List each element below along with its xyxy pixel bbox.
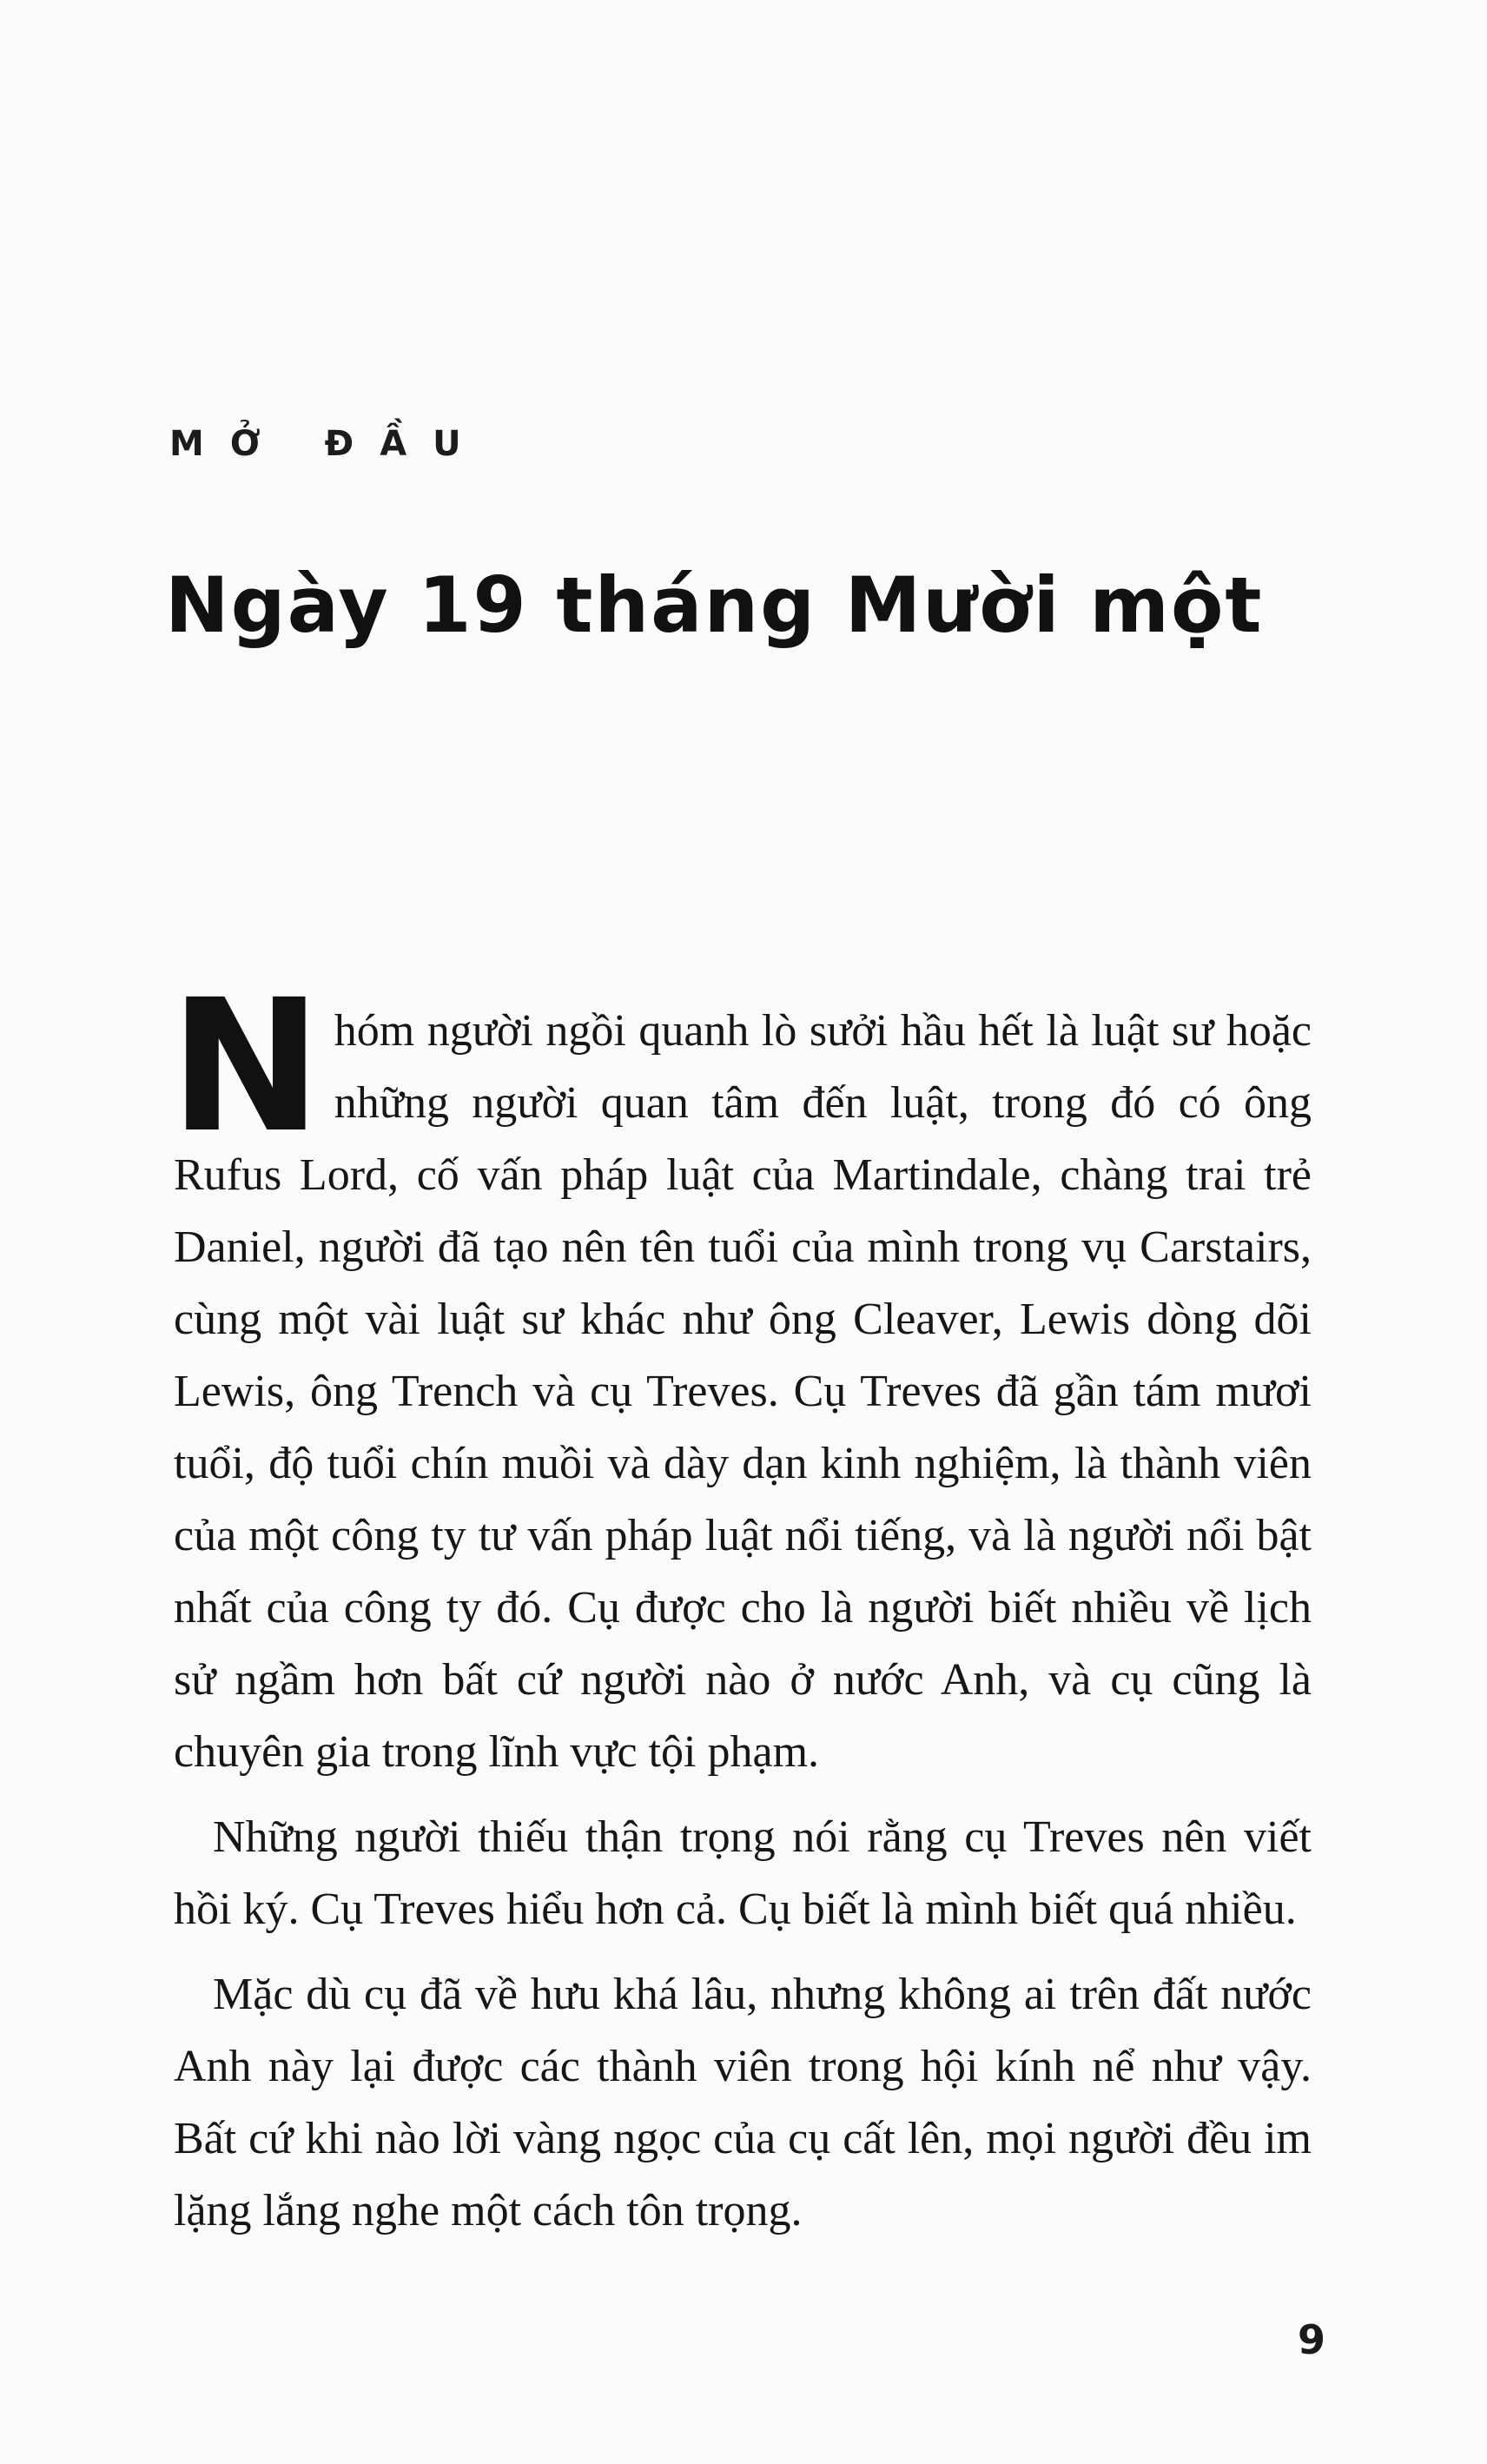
paragraph-2: Những người thiếu thận trọng nói rằng cụ Treves nên viết hồi ký. Cụ Treves hiểu hơn cả. Cụ biết là mình biết quá nhiều. [174, 1812, 1312, 1934]
reverse-side-bleed-through [174, 217, 1303, 290]
body-text [169, 960, 1312, 2260]
chapter-label: MỞ ĐẦU [169, 424, 487, 464]
drop-cap: N [169, 960, 322, 1173]
page-number: 9 [1297, 2316, 1325, 2363]
chapter-title: Ngày 19 tháng Mười một [165, 560, 1264, 650]
paragraph-3: Mặc dù cụ đã về hưu khá lâu, nhưng không ai trên đất nước Anh này lại được các thành viên trong hội kính nể như vậy. Bất cứ khi nào lời vàng ngọc của cụ cất lên, mọi người đều im lặng lắng nghe một cách tôn trọng. [174, 1970, 1312, 2235]
paragraph-1-text: hóm người ngồi quanh lò sưởi hầu hết là luật sư hoặc những người quan tâm đến luật, trong đó có ông Rufus Lord, cố vấn pháp luật của Martindale, chàng trai trẻ Daniel, người đã tạo nên tên tuổi của mình trong vụ Carstairs, cùng một vài luật sư khác như ông Cleaver, Lewis dòng dõi Lewis, ông Trench và cụ Treves. Cụ Treves đã gần tám mươi tuổi, độ tuổi chín muồi và dày dạn kinh nghiệm, là thành viên của một công ty tư vấn pháp luật nổi tiếng, và là người nổi bật nhất của công ty đó. Cụ được cho là người biết nhiều về lịch sử ngầm hơn bất cứ người nào ở nước Anh, và cụ cũng là chuyên gia trong lĩnh vực tội phạm. [174, 1006, 1312, 1777]
paragraph-1 [169, 960, 1312, 1788]
